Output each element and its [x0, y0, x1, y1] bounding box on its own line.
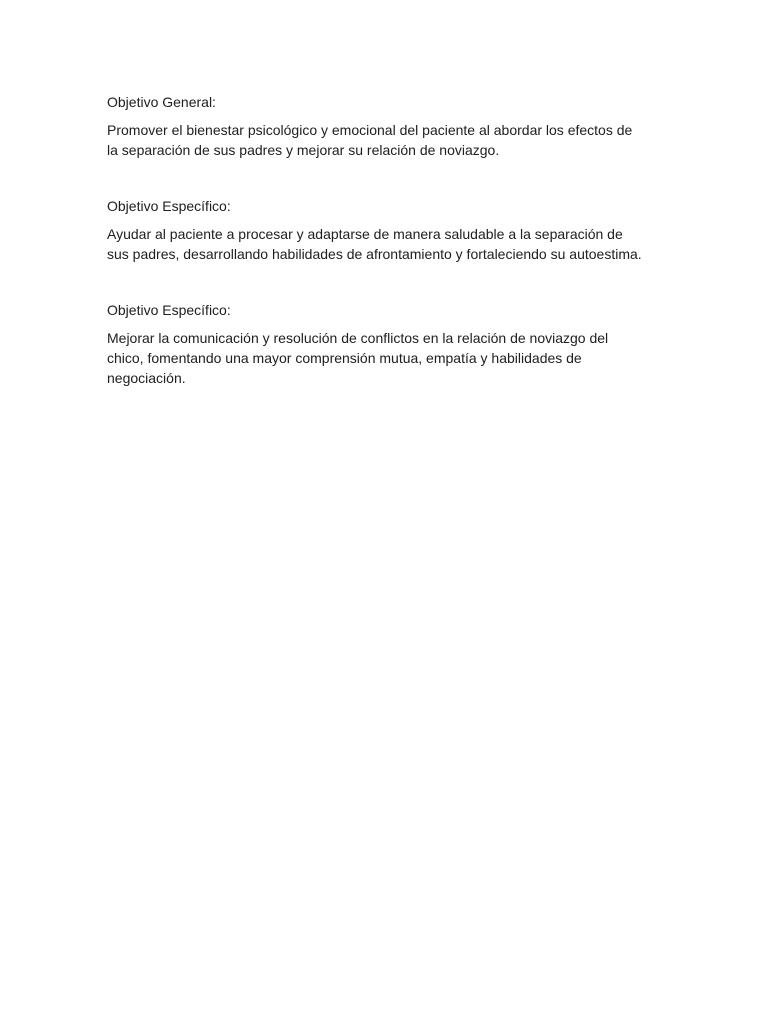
section-paragraph: Mejorar la comunicación y resolución de conflictos en la relación de noviazgo del chico, fomentando una mayor comprensión mutua, empatía y habilidades de negociación. [107, 330, 609, 386]
section-paragraph: Ayudar al paciente a procesar y adaptarse de manera saludable a la separación de sus padres, desarrollando habilidades de afrontamiento y fortaleciendo su autoestima. [107, 226, 642, 262]
section-heading: Objetivo Específico: [107, 302, 231, 318]
document-body [107, 92, 647, 388]
section-heading: Objetivo Específico: [107, 198, 231, 214]
section-heading: Objetivo General: [107, 94, 216, 110]
section-specific-objective-2 [107, 300, 647, 388]
section-specific-objective-1 [107, 196, 647, 264]
section-paragraph: Promover el bienestar psicológico y emocional del paciente al abordar los efectos de la separación de sus padres y mejorar su relación de noviazgo. [107, 122, 633, 158]
section-general-objective [107, 92, 647, 160]
